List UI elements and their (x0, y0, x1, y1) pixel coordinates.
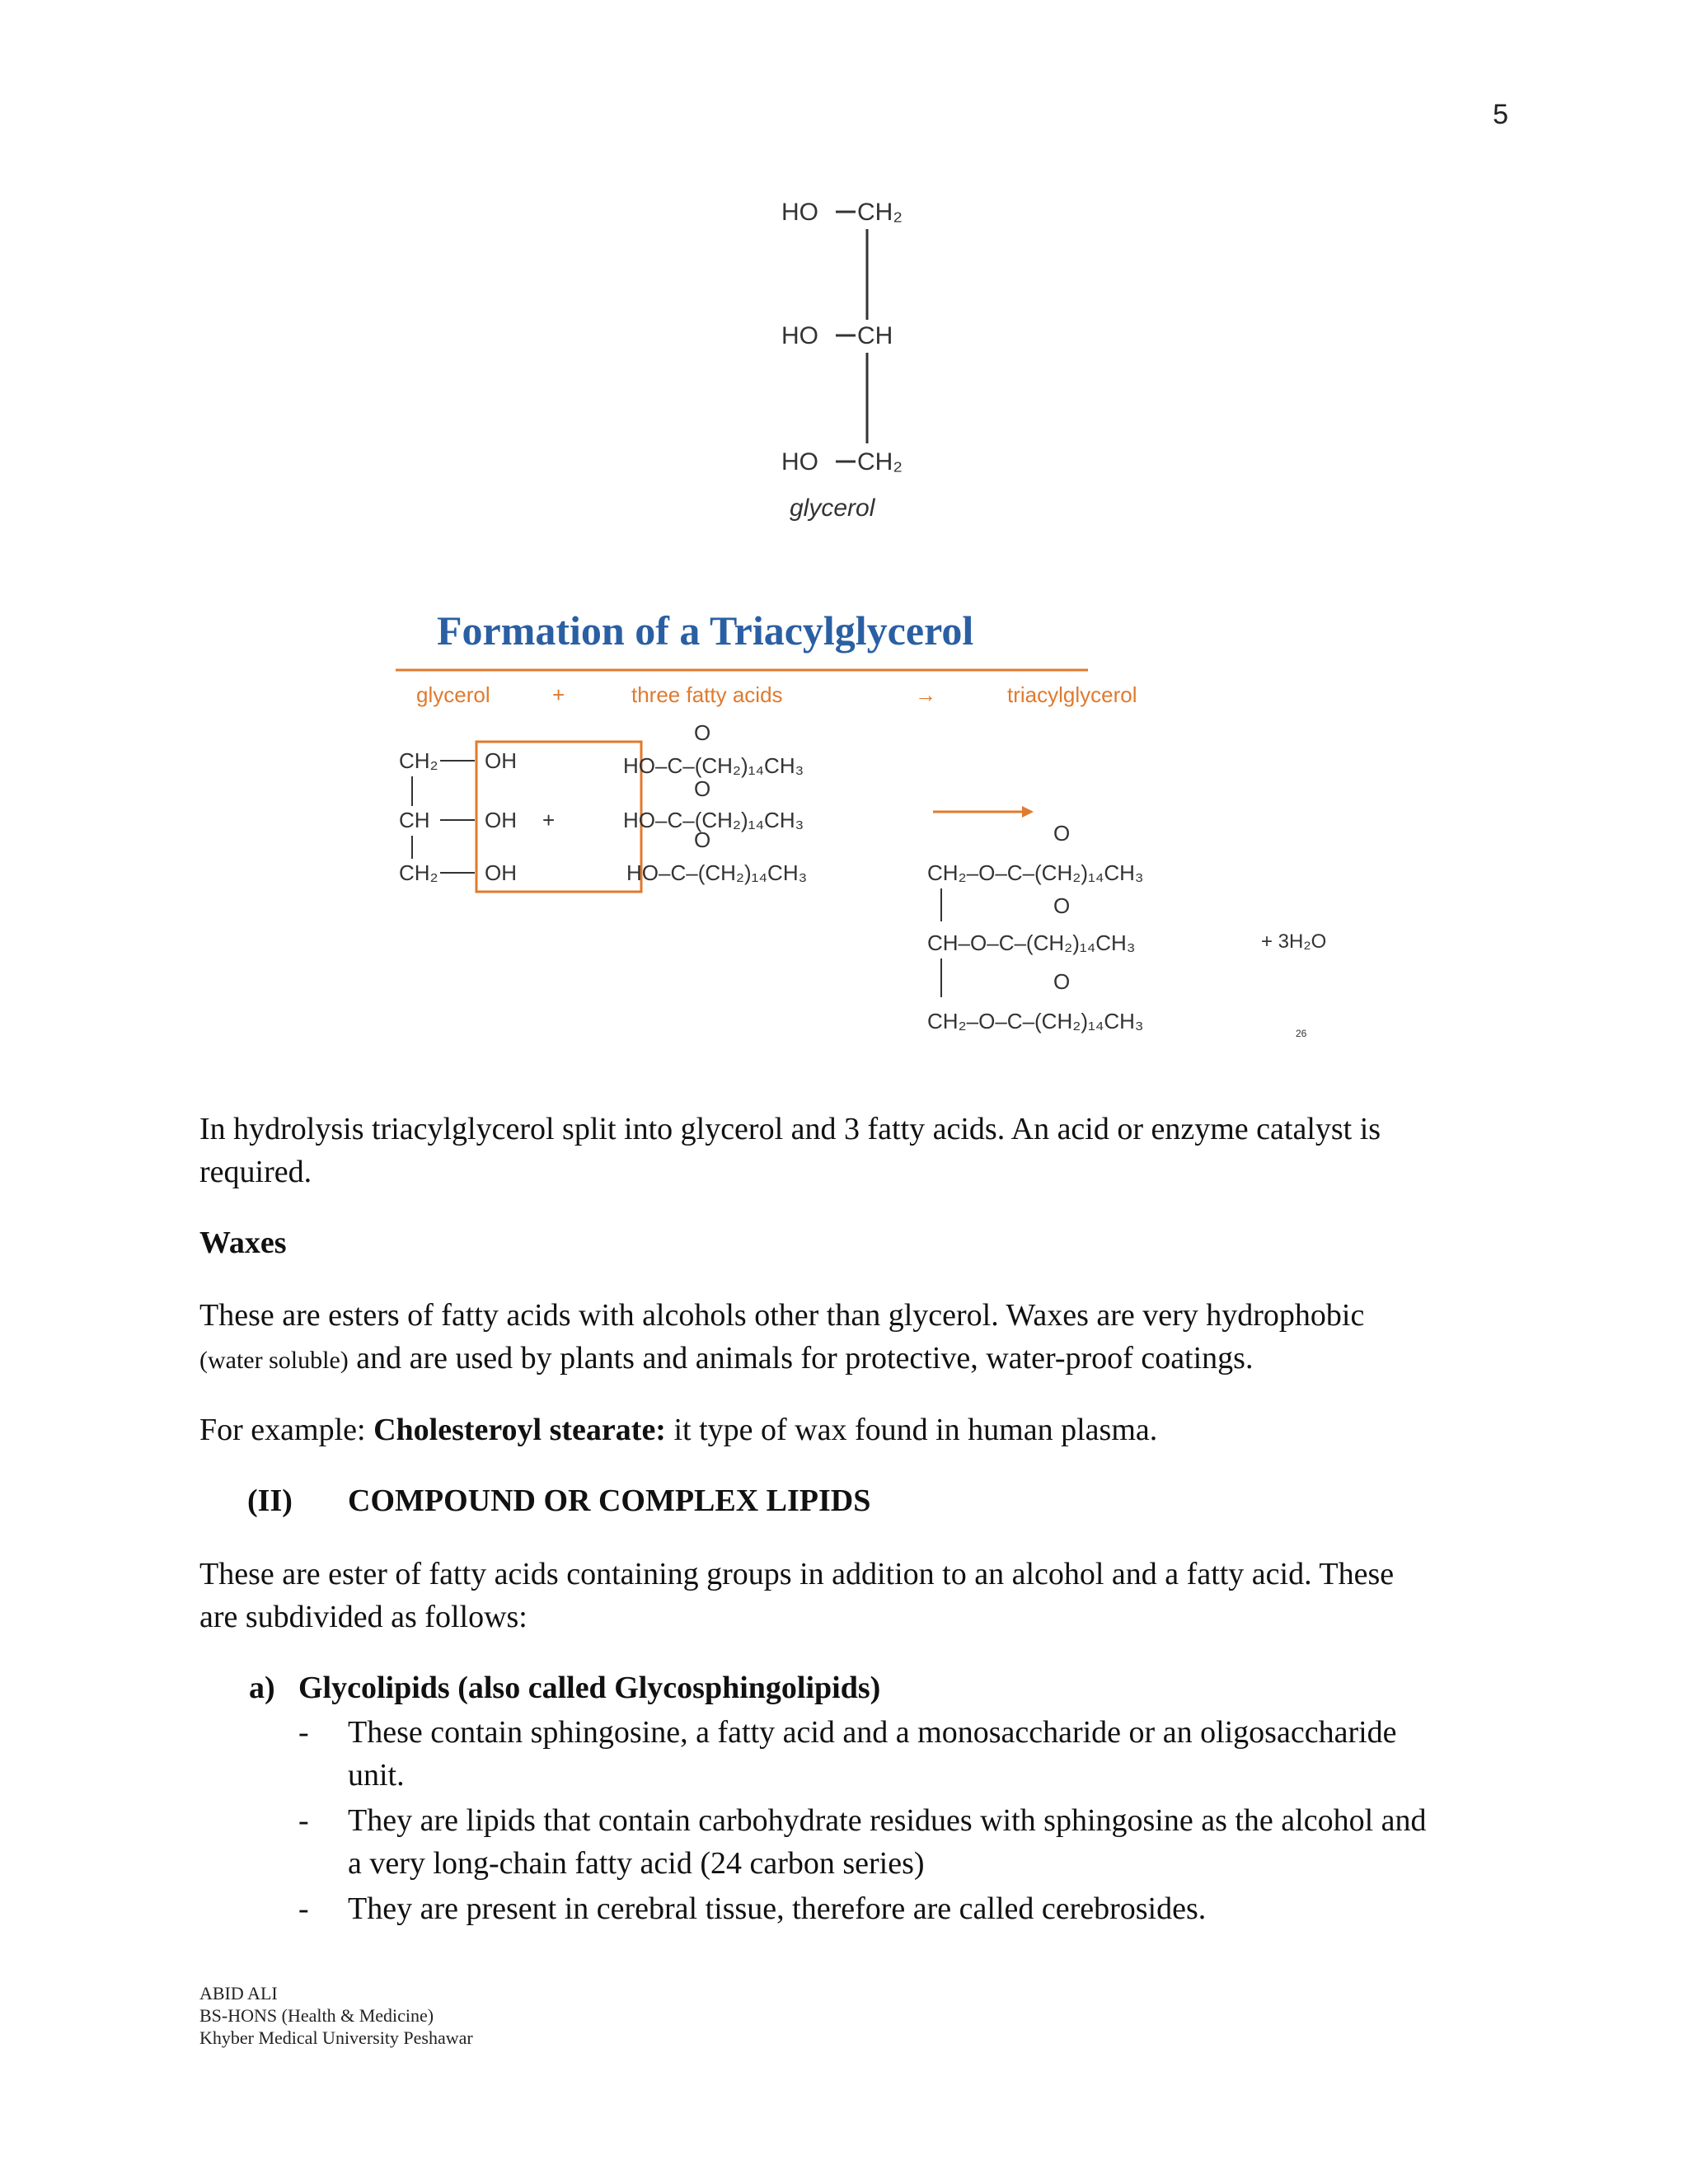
water-product: + 3H₂O (1261, 930, 1327, 953)
hydroxyl-2: OH (485, 808, 517, 832)
product-carbonyl-o-2: O (1053, 893, 1071, 918)
hydrolysis-paragraph (199, 1108, 1485, 1193)
waxes-paragraph (199, 1294, 1485, 1382)
fatty-acid-2: HO–C–(CH₂)₁₄CH₃ (623, 808, 804, 832)
glycerol-group-3: HO (781, 448, 818, 476)
product-row-3: CH₂–O–C–(CH₂)₁₄CH₃ (927, 1009, 1144, 1033)
example-rest: it type of wax found in human plasma. (665, 1413, 1158, 1447)
footer (199, 1982, 473, 2049)
example-prefix: For example: (199, 1413, 374, 1447)
bullet-2 (348, 1799, 1493, 1885)
equation-plus: + (552, 682, 565, 707)
product-row-2: CH–O–C–(CH₂)₁₄CH₃ (927, 930, 1136, 955)
equation-product: triacylglycerol (1007, 682, 1137, 707)
compound-paragraph (199, 1553, 1485, 1638)
backbone-carbon-3: CH₂ (399, 860, 438, 885)
waxes-line-2-rest: and are used by plants and animals for protective, water-proof coatings. (348, 1341, 1254, 1376)
figure-title: Formation of a Triacylglycerol (437, 607, 974, 654)
section-title: COMPOUND OR COMPLEX LIPIDS (348, 1483, 871, 1518)
carbonyl-o-3: O (694, 827, 711, 852)
bullet-1-line-1: These contain sphingosine, a fatty acid and a monosaccharide or an oligosaccharide (348, 1715, 1397, 1750)
glycerol-carbon-1: CH₂ (857, 199, 903, 226)
carbonyl-o-2: O (694, 776, 711, 801)
glycerol-carbon-3: CH₂ (857, 448, 903, 476)
bullet-1-line-2: unit. (348, 1758, 405, 1793)
product-row-1: CH₂–O–C–(CH₂)₁₄CH₃ (927, 860, 1144, 885)
hydroxyl-3: OH (485, 860, 517, 885)
bullet-marker-2: - (298, 1803, 309, 1838)
carbonyl-o-1: O (694, 720, 711, 745)
section-heading (247, 1479, 293, 1522)
glycerol-group-1: HO (781, 199, 818, 226)
bullet-marker-1: - (298, 1715, 309, 1750)
waxes-line-1: These are esters of fatty acids with alcohols other than glycerol. Waxes are very hydrophobic (199, 1298, 1365, 1333)
waxes-paren-note: (water soluble) (199, 1347, 349, 1374)
fatty-acid-1: HO–C–(CH₂)₁₄CH₃ (623, 753, 804, 778)
backbone-carbon-1: CH₂ (399, 748, 438, 773)
hydroxyl-1: OH (485, 748, 517, 773)
page-number: 5 (1493, 99, 1508, 130)
slide-number: 26 (1296, 1028, 1307, 1039)
glycerol-carbon-2: CH (857, 322, 893, 349)
subsection-title: Glycolipids (also called Glycosphingolipids) (298, 1671, 881, 1705)
subsection-label: a) (249, 1671, 275, 1705)
footer-program: BS-HONS (Health & Medicine) (199, 2005, 434, 2026)
bullet-marker-3: - (298, 1891, 309, 1926)
footer-name: ABID ALI (199, 1983, 278, 2004)
equation-arrow: → (915, 682, 936, 707)
section-number: (II) (247, 1483, 293, 1518)
triacylglycerol-formation-figure (387, 593, 1376, 1055)
product-carbonyl-o-3: O (1053, 969, 1071, 994)
reaction-plus: + (542, 808, 556, 832)
hydrolysis-line-1: In hydrolysis triacylglycerol split into glycerol and 3 fatty acids. An acid or enzyme catalyst is (199, 1112, 1381, 1146)
glycerol-structure (767, 190, 948, 527)
backbone-carbon-2: CH (399, 808, 430, 832)
glycerol-group-2: HO (781, 322, 818, 349)
equation-reactant-glycerol: glycerol (416, 682, 490, 707)
compound-line-2: are subdivided as follows: (199, 1600, 528, 1634)
example-paragraph (199, 1408, 1485, 1451)
waxes-heading: Waxes (199, 1226, 287, 1260)
bullet-2-line-2: a very long-chain fatty acid (24 carbon series) (348, 1846, 925, 1881)
example-term: Cholesteroyl stearate: (373, 1413, 666, 1447)
hydrolysis-line-2: required. (199, 1155, 312, 1189)
glycerol-caption: glycerol (790, 494, 875, 522)
equation-reactant-fatty-acids: three fatty acids (631, 682, 783, 707)
fatty-acid-3: HO–C–(CH₂)₁₄CH₃ (626, 860, 808, 885)
bullet-1 (348, 1711, 1493, 1797)
compound-line-1: These are ester of fatty acids containing groups in addition to an alcohol and a fatty acid. These (199, 1557, 1395, 1591)
product-carbonyl-o-1: O (1053, 821, 1071, 846)
bullet-2-line-1: They are lipids that contain carbohydrate residues with sphingosine as the alcohol and (348, 1803, 1427, 1838)
waxes-line-2 (199, 1337, 1485, 1382)
footer-institution: Khyber Medical University Peshawar (199, 2027, 473, 2048)
bullet-3: They are present in cerebral tissue, therefore are called cerebrosides. (348, 1891, 1207, 1926)
